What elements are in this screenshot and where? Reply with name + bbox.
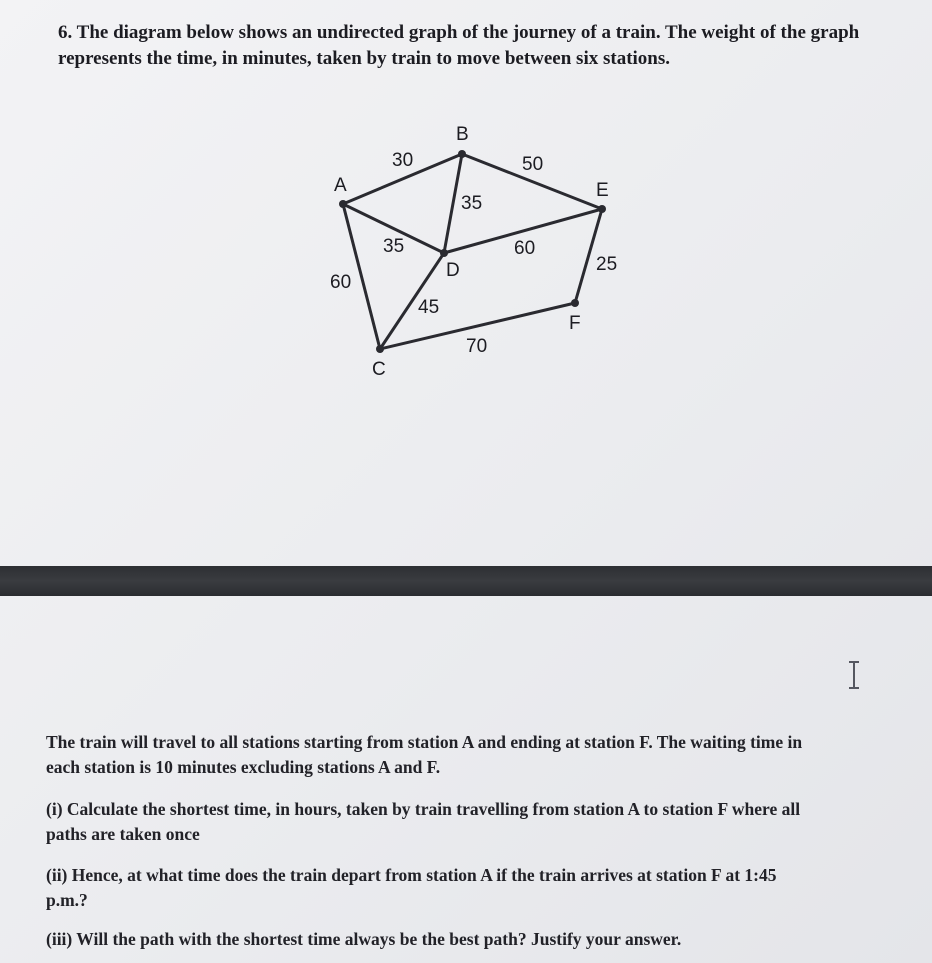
edge-weight-A-D: 35 [383,236,405,257]
part-iii-line-1: (iii) Will the path with the shortest time always be the best path? Justify your answer. [46,929,682,949]
node-label-F: F [569,313,581,334]
question-part-ii [46,863,896,913]
edge-weight-A-C: 60 [330,272,352,293]
edge-weight-D-E: 60 [514,238,536,259]
node-C-dot [376,345,384,353]
question-part-i [46,797,896,847]
node-B-dot [458,150,466,158]
node-D-dot [440,249,448,257]
intro-line-2: each station is 10 minutes excluding stations A and F. [46,757,441,777]
edge-weight-B-D: 35 [461,193,483,214]
train-graph-diagram [310,118,650,388]
node-label-D: D [446,260,460,281]
part-i-line-1: (i) Calculate the shortest time, in hours, taken by train travelling from station A to station F where all [46,799,801,819]
page-divider-band [0,566,932,596]
edge-weight-D-C: 45 [418,297,440,318]
edge-weight-A-B: 30 [392,150,414,171]
node-label-B: B [456,124,469,145]
node-F-dot [571,299,579,307]
intro-paragraph [46,730,896,780]
graph-svg [310,118,650,388]
node-label-C: C [372,359,386,380]
node-label-A: A [334,175,347,196]
question-part-iii [46,927,896,952]
edge-weight-C-F: 70 [466,336,488,357]
node-label-E: E [596,180,609,201]
part-ii-line-2: p.m.? [46,890,88,910]
part-ii-line-1: (ii) Hence, at what time does the train depart from station A if the train arrives at station F at 1:45 [46,865,777,885]
text-cursor-icon [846,660,862,690]
question-header-line-2: represents the time, in minutes, taken by train to move between six stations. [58,48,671,69]
question-header-line-1: 6. The diagram below shows an undirected graph of the journey of a train. The weight of the graph [58,22,860,43]
node-E-dot [598,205,606,213]
edge-weight-B-E: 50 [522,154,544,175]
question-header [58,20,898,72]
intro-line-1: The train will travel to all stations starting from station A and ending at station F. The waiting time in [46,732,803,752]
edge-weight-E-F: 25 [596,254,618,275]
part-i-line-2: paths are taken once [46,824,200,844]
edge-B-D [444,154,462,253]
node-A-dot [339,200,347,208]
